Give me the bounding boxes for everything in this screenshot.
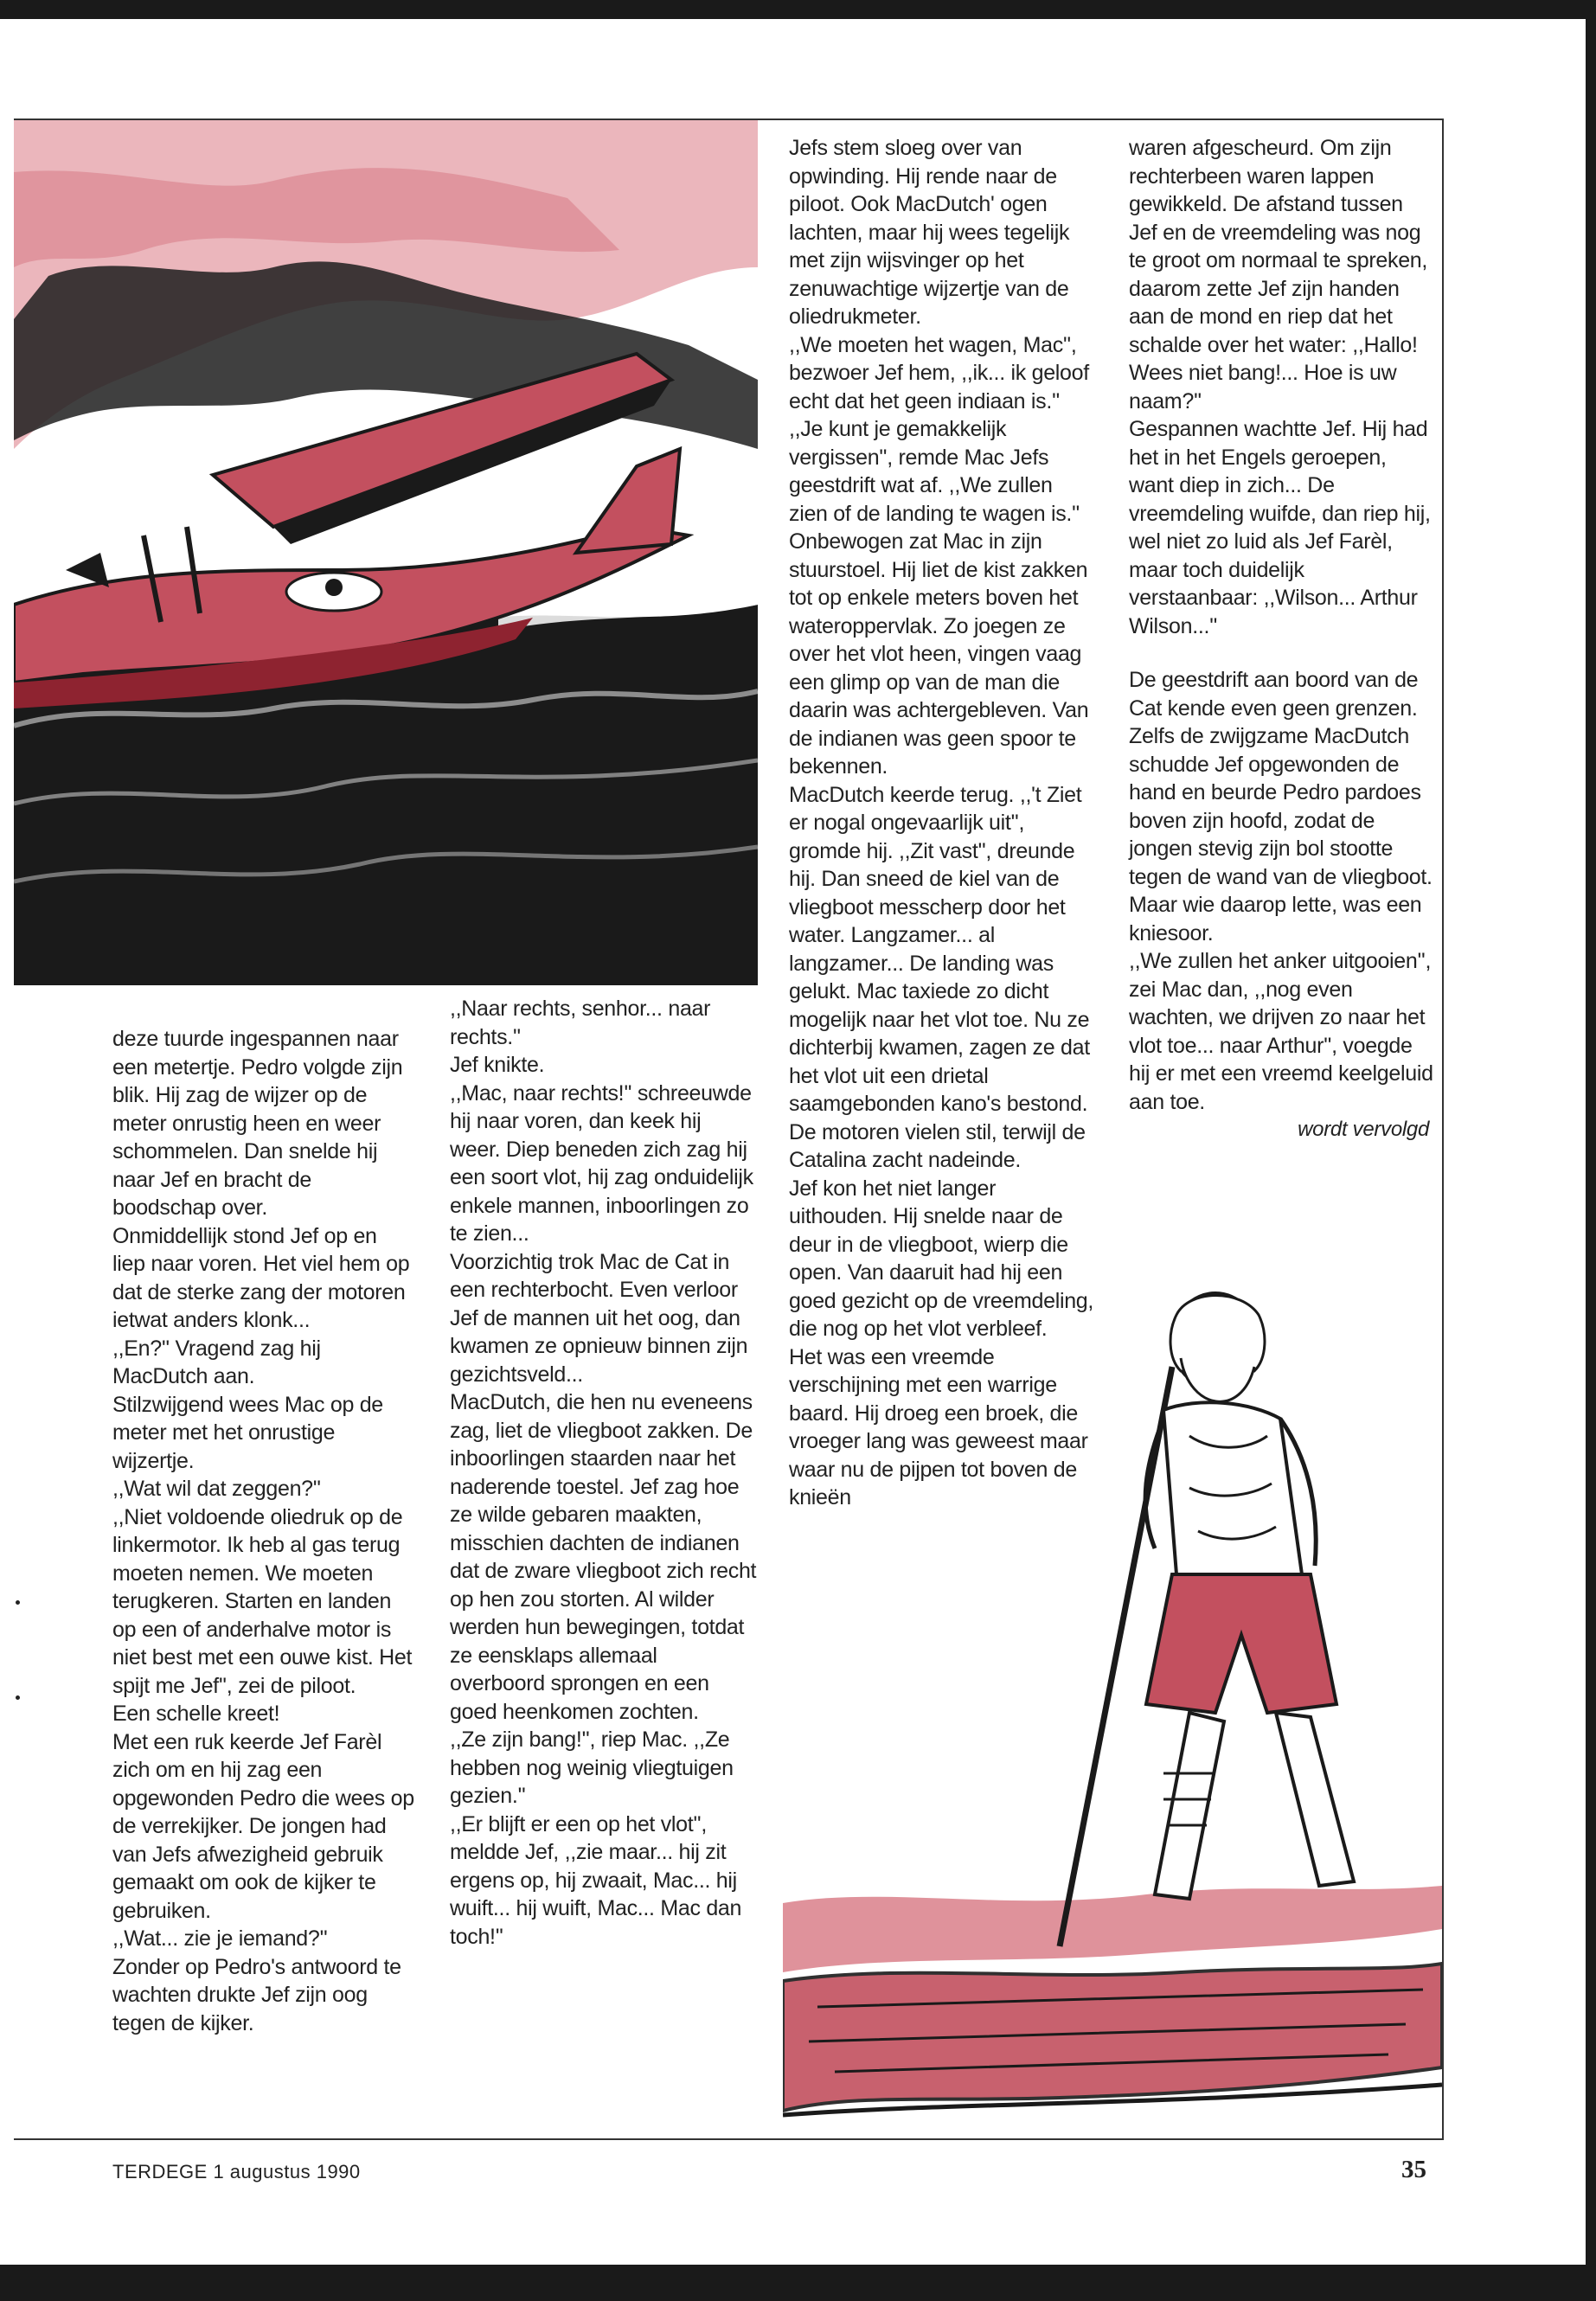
- paragraph: ,,We moeten het wagen, Mac'', bezwoer Jef hem, ,,ik... ik geloof echt dat het geen indiaan is.'': [789, 332, 1089, 413]
- paragraph: Stilzwijgend wees Mac op de meter met het onrustige wijzertje.: [112, 1392, 383, 1473]
- paragraph: ,,Wat... zie je iemand?'': [112, 1926, 328, 1951]
- scan-border-bottom: [0, 2265, 1596, 2301]
- raft-man-illustration: [783, 1289, 1442, 2137]
- paragraph: Het was een vreemde verschijning met een warrige baard. Hij droeg een broek, die vroeger lang was geweest maar waar nu de pijpen tot boven de knieën: [789, 1344, 1088, 1509]
- paragraph: ,,En?'' Vragend zag hij MacDutch aan.: [112, 1336, 321, 1388]
- paragraph: Onmiddellijk stond Jef op en liep naar voren. Het viel hem op dat de sterke zang der motoren ietwat anders klonk...: [112, 1223, 410, 1332]
- paragraph: Gespannen wachtte Jef. Hij had het in het Engels geroepen, want diep in zich... De vreemdeling wuifde, dan riep hij, wel niet zo luid als Jef Farèl, maar toch duidelijk verstaanbaar: ,,Wilson... Arthur Wilson...'': [1129, 417, 1431, 638]
- paragraph: deze tuurde ingespannen naar een metertje. Pedro volgde zijn blik. Hij zag de wijzer op de meter onrustig heen en weer schommelen. Dan snelde hij naar Jef en bracht de boodschap over.: [112, 1027, 403, 1220]
- paragraph: waren afgescheurd. Om zijn rechterbeen waren lappen gewikkeld. De afstand tussen Jef en de vreemdeling was nog te groot om normaal te spreken, daarom zette Jef zijn handen aan de mond en riep dat het schalde over het water: ,,Hallo! Wees niet bang!... Hoe is uw naam?'': [1129, 136, 1428, 413]
- paragraph: Met een ruk keerde Jef Farèl zich om en hij zag een opgewonden Pedro die wees op de verrekijker. De jongen had van Jefs afwezigheid gebruik gemaakt om ook de kijker te gebruiken.: [112, 1729, 414, 1923]
- paragraph: De geestdrift aan boord van de Cat kende even geen grenzen. Zelfs de zwijgzame MacDutch schudde Jef opgewonden de hand en beurde Pedro pardoes boven zijn hoofd, zodat de jongen stevig zijn bol stootte tegen de wand van de vliegboot. Maar wie daarop lette, was een kniesoor.: [1129, 668, 1433, 945]
- paragraph: Jef kon het niet langer uithouden. Hij snelde naar de deur in de vliegboot, wierp die open. Van daaruit had hij een goed gezicht op de vreemdeling, die nog op het vlot verbleef.: [789, 1176, 1094, 1341]
- margin-mark: [16, 1695, 20, 1700]
- paragraph-break: [1129, 640, 1436, 666]
- page-number: 35: [1401, 2156, 1426, 2183]
- margin-mark: [16, 1600, 20, 1605]
- paragraph: Onbewogen zat Mac in zijn stuurstoel. Hij liet de kist zakken tot op enkele meters boven het wateroppervlak. Zo joegen ze over het vlot heen, vingen vaag een glimp op van de man die daarin was achtergebleven. Van de indianen was geen spoor te bekennen.: [789, 529, 1089, 779]
- text-column-2: [450, 995, 757, 1951]
- paragraph: Voorzichtig trok Mac de Cat in een rechterbocht. Even verloor Jef de mannen uit het oog, dan kwamen ze opnieuw binnen zijn gezichtsveld...: [450, 1249, 748, 1387]
- text-column-4: [1129, 134, 1436, 1144]
- paragraph: ,,Niet voldoende oliedruk op de linkermotor. Ik heb al gas terug moeten nemen. We moeten terugkeren. Starten en landen op een of anderhalve motor is niet best met een ouwe kist. Het spijt me Jef'', zei de piloot.: [112, 1504, 413, 1698]
- paragraph: ,,Je kunt je gemakkelijk vergissen'', remde Mac Jefs geestdrift wat af. ,,We zullen zien of de landing te wagen is.'': [789, 417, 1080, 526]
- paragraph: ,,Naar rechts, senhor... naar rechts.'': [450, 997, 711, 1049]
- paragraph: ,,Wat wil dat zeggen?'': [112, 1477, 321, 1501]
- publication-footer: TERDEGE 1 augustus 1990: [112, 2161, 361, 2182]
- text-column-1: [112, 1025, 415, 2037]
- paragraph: ,,Er blijft er een op het vlot'', meldde Jef, ,,zie maar... hij zit ergens op, hij zwaait, Mac... hij wuift... hij wuift, Mac... Mac dan toch!'': [450, 1811, 742, 1949]
- continued-notice: wordt vervolgd: [1298, 1118, 1429, 1141]
- paragraph: ,,Mac, naar rechts!'' schreeuwde hij naar voren, dan keek hij weer. Diep beneden zich zag hij een soort vlot, hij zag onduidelijk enkele mannen, inboorlingen zo te zien...: [450, 1080, 753, 1246]
- paragraph: Zonder op Pedro's antwoord te wachten drukte Jef zijn oog tegen de kijker.: [112, 1954, 401, 2035]
- scan-border-top: [0, 0, 1596, 19]
- paragraph: MacDutch keerde terug. ,,'t Ziet er nogal ongevaarlijk uit'', gromde hij. ,,Zit vast'', dreunde hij. Dan sneed de kiel van de vliegboot messcherp door het water. Langzamer... al langzamer... De landing was gelukt. Mac taxiede zo dicht mogelijk naar het vlot toe. Nu ze dichterbij kwamen, zagen ze dat het vlot uit een drietal saamgebonden kano's bestond. De motoren vielen stil, terwijl de Catalina zacht nadeinde.: [789, 782, 1090, 1172]
- page-frame-right-rule: [1442, 119, 1444, 2140]
- seaplane-illustration: [14, 120, 758, 985]
- scan-border-right: [1586, 0, 1596, 2301]
- paragraph: MacDutch, die hen nu eveneens zag, liet de vliegboot zakken. De inboorlingen staarden naar het naderende toestel. Jef zag hoe ze wilde gebaren maakten, misschien dachten de indianen dat de zware vliegboot zich recht op hen zou storten. Al wilder werden hun bewegingen, totdat ze eensklaps allemaal overboord sprongen en een goed heenkomen zochten.: [450, 1390, 757, 1724]
- page-frame-bottom-rule: [14, 2138, 1443, 2140]
- paragraph: Een schelle kreet!: [112, 1702, 280, 1726]
- paragraph: Jef knikte.: [450, 1053, 545, 1077]
- paragraph: ,,We zullen het anker uitgooien'', zei Mac dan, ,,nog even wachten, we drijven zo naar het vlot toe... naar Arthur'', voegde hij er met een vreemd keelgeluid aan toe.: [1129, 949, 1433, 1114]
- paragraph: ,,Ze zijn bang!'', riep Mac. ,,Ze hebben nog weinig vliegtuigen gezien.'': [450, 1727, 734, 1808]
- raft-man-drawing: [783, 1289, 1442, 2137]
- seaplane-drawing: [14, 120, 758, 985]
- paragraph: Jefs stem sloeg over van opwinding. Hij rende naar de piloot. Ook MacDutch' ogen lachten, maar hij wees tegelijk met zijn wijsvinger op het zenuwachtige wijzertje van de oliedrukmeter.: [789, 136, 1070, 329]
